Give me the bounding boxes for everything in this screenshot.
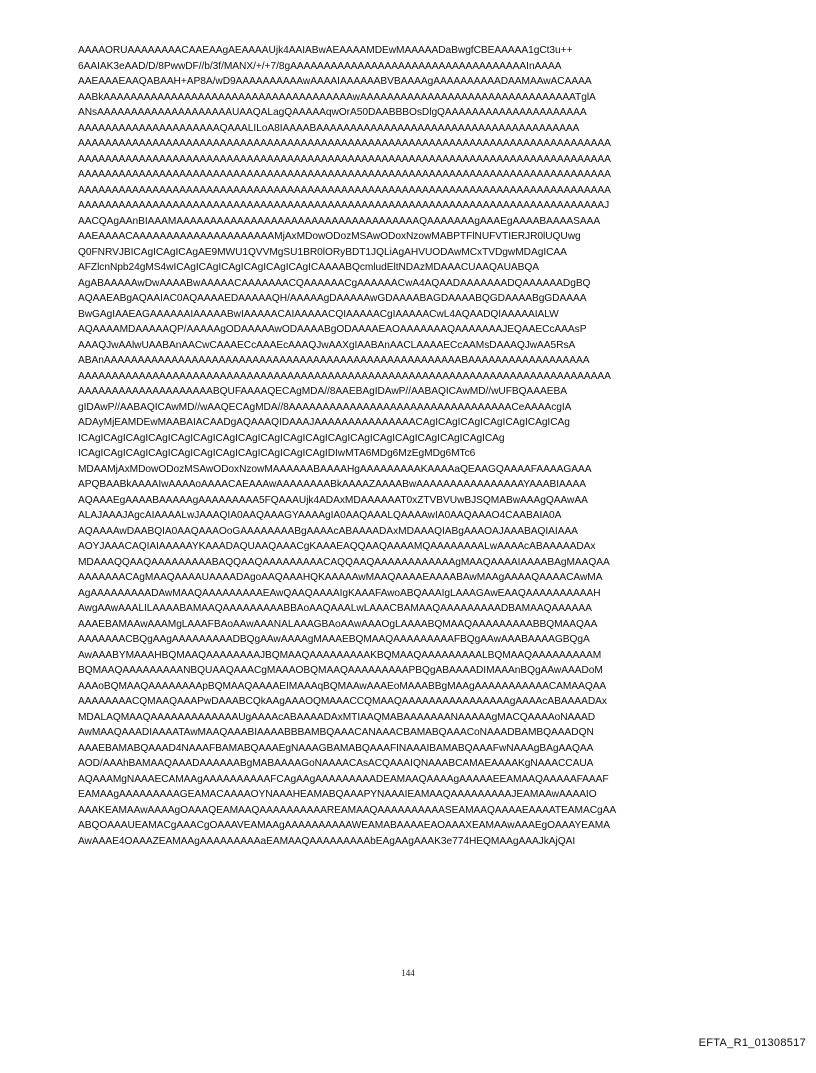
text-line: AgABAAAAAwDwAAAABwAAAAACAAAAAAACQAAAAAACgAAAAAACwA4AQAADAAAAAAADQAAAAAADgBQ — [78, 277, 591, 289]
text-line: AAAAAAAACQMAAQAAAPwDAAABCQkAAgAAAOQMAAACCQMAAQAAAAAAAAAAAAAAAAgAAAAcABAAAADAx — [78, 696, 607, 707]
text-line: AAAEBAMAAwAAAMgLAAAFBAoAAwAAANALAAAGBAoAAwAAAOgLAAAABQMAAQAAAAAAAAABBQMAAQAA — [78, 618, 598, 630]
text-line: AgAAAAAAAAADAwMAAQAAAAAAAAAEAwQAAQAAAAIgKAAAFAwoABQAAAIgLAAAGAwEAAQAAAAAAAAAAH — [78, 587, 601, 599]
text-line: AAAAAAAAAAAAAAAAAAAABQUFAAAAQECAgMDA//8AAEBAgIDAwP//AABAQICAwMD//wUFBQAAAEBA — [78, 386, 567, 397]
text-line: 6AAIAK3eAAD/D/8PwwDF//b/3f/MANX/+/+7/8gAAAAAAAAAAAAAAAAAAAAAAAAAAAAAAAAAAAInAAAA — [78, 60, 562, 72]
text-line: AAEAAAEAAQABAAH+AP8A/wD9AAAAAAAAAAwAAAAIAAAAAABVBAAAAgAAAAAAAAAADAAMAAwACAAAA — [78, 76, 592, 87]
text-line: AQAAAMgNAAAECAMAAgAAAAAAAAAAFCAgAAgAAAAAAAAADEAMAAQAAAAgAAAAAEEAMAAQAAAAAFAAAF — [78, 773, 609, 785]
text-line: AwMAAQAAADIAAAATAwMAAQAAABIAAAABBBAMBQAAACANAAACBAMABQAAACoNAAADBAMBQAAADQN — [78, 727, 594, 738]
text-line: EAMAAgAAAAAAAAAGEAMACAAAAOYNAAAHEAMABQAAAPYNAAAIEAMAAQAAAAAAAAAJEAMAAwAAAAIO — [78, 789, 597, 800]
text-line: AAAAAAAAAAAAAAAAAAAAAAAAAAAAAAAAAAAAAAAAAAAAAAAAAAAAAAAAAAAAAAAAAAAAAAAAAAAAAAA — [78, 184, 611, 196]
encoded-text-block — [78, 43, 738, 849]
text-line: AOD/AAAhBAMAAQAAADAAAAAABgMABAAAAGoNAAAACAsACQAAAIQNAAABCAMAEAAAAKgNAAACCAUA — [78, 758, 594, 769]
text-line: ABAnAAAAAAAAAAAAAAAAAAAAAAAAAAAAAAAAAAAAAAAAAAAAAAAAAAAAABAAAAAAAAAAAAAAAAAA — [78, 355, 590, 366]
text-line: AFZlcnNpb24gMS4wICAgICAgICAgICAgICAgICAgICAAAABQcmludEltNDAzMDAAACUAAQAUABQA — [78, 262, 540, 273]
text-line: AAAAAAAAAAAAAAAAAAAAAQAAALILoA8IAAAABAAAAAAAAAAAAAAAAAAAAAAAAAAAAAAAAAAAAAAA — [78, 122, 580, 134]
text-line: ICAgICAgICAgICAgICAgICAgICAgICAgICAgICAgICAgIDIwMTA6MDg6MzEgMDg6MTc6 — [78, 448, 476, 459]
text-line: BQMAAQAAAAAAAAANBQUAAQAAACgMAAAOBQMAAQAAAAAAAAAPBQgABAAAADIMAAAnBQgAAwAAADoM — [78, 665, 603, 676]
text-line: MDALAQMAAQAAAAAAAAAAAAAUgAAAAcABAAAADAxMTIAAQMABAAAAAAANAAAAAgMACQAAAAoNAAAD — [78, 711, 596, 723]
text-line: AAAAAAACAgMAAQAAAAUAAAADAgoAAQAAAHQKAAAAAwMAAQAAAAEAAAABAwMAAgAAAAQAAAACAwMA — [78, 572, 603, 583]
text-line: AABkAAAAAAAAAAAAAAAAAAAAAAAAAAAAAAAAAAAAAwAAAAAAAAAAAAAAAAAAAAAAAAAAAAAAAATglA — [78, 91, 596, 103]
text-line: ABQOAAAUEAMACgAAACgOAAAVEAMAAgAAAAAAAAAAWEAMABAAAAEAOAAAXEAMAAwAAAEgOAAAYEAMA — [78, 820, 610, 831]
text-line: BwGAgIAAEAGAAAAAAIAAAAABwIAAAAACAIAAAAACQIAAAAACgIAAAAACwL4AQAADQIAAAAAIALW — [78, 308, 559, 320]
text-line: AQAAAAwDAABQIA0AAQAAAOoGAAAAAAAABgAAAAcABAAAADAxMDAAAQIABgAAAOAJAAABAQIAIAAA — [78, 525, 578, 537]
text-line: AACQAgAAnBIAAAMAAAAAAAAAAAAAAAAAAAAAAAAAAAAAAAAAAAAQAAAAAAAgAAAEgAAAABAAAASAAA — [78, 215, 601, 227]
text-line: AAAAAAAAAAAAAAAAAAAAAAAAAAAAAAAAAAAAAAAAAAAAAAAAAAAAAAAAAAAAAAAAAAAAAAAAAAAAAAJ — [78, 200, 610, 211]
text-line: MDAAMjAxMDowODozMSAwODoxNzowMAAAAAABAAAAHgAAAAAAAAAKAAAAaQEAAGQAAAAFAAAAGAAA — [78, 463, 592, 475]
text-line: gIDAwP//AABAQICAwMD//wAAQECAgMDA//8AAAAAAAAAAAAAAAAAAAAAAAAAAAAAAAAACeAAAAcgIA — [78, 401, 572, 413]
text-line: AwgAAwAAALILAAAABAMAAQAAAAAAAAABBAoAAQAAALwLAAACBAMAAQAAAAAAAAADBAMAAQAAAAAA — [78, 603, 592, 614]
text-line: AQAAAAMDAAAAAQP/AAAAAgODAAAAAwODAAAABgODAAAAEAOAAAAAAAQAAAAAAAJEQAAECcAAAsP — [78, 324, 587, 335]
page-number: 144 — [401, 968, 415, 978]
text-line: ANsAAAAAAAAAAAAAAAAAAAAUAAQALagQAAAAAqwOrA50DAABBBOsDlgQAAAAAAAAAAAAAAAAAAAAA — [78, 107, 587, 118]
text-line: AAAAAAAAAAAAAAAAAAAAAAAAAAAAAAAAAAAAAAAAAAAAAAAAAAAAAAAAAAAAAAAAAAAAAAAAAAAAAAA — [78, 169, 611, 180]
text-line: AAAQJwAAlwUAABAnAACwCAAAECcAAAEcAAAQJwAAXgIAABAnAACLAAAAECcAAMsDAAAQJwAA5RsA — [78, 339, 576, 351]
text-line: AAAEBAMABQAAAD4NAAAFBAMABQAAAEgNAAAGBAMABQAAAFINAAAIBAMABQAAAFwNAAAgBAgAAQAA — [78, 742, 594, 754]
text-line: AwAAAE4OAAAZEAMAAgAAAAAAAAAaEAMAAQAAAAAAAAAbEAgAAgAAAK3e774HEQMAAgAAAJkAjQAI — [78, 835, 576, 847]
text-line: ADAyMjEAMDEwMAABAIACAADgAQAAAQIDAAAJAAAAAAAAAAAAAAACAgICAgICAgICAgICAgICAgICAg — [78, 417, 570, 428]
text-line: AAAAAAACBQgAAgAAAAAAAAADBQgAAwAAAAgMAAAEBQMAAQAAAAAAAAAFBQgAAwAAABAAAAGBQgA — [78, 634, 590, 645]
text-line: AAAKEAMAAwAAAAgOAAAQEAMAAQAAAAAAAAAAREAMAAQAAAAAAAAAASEAMAAQAAAAEAAAATEAMACgAA — [78, 804, 617, 816]
text-line: AAAAAAAAAAAAAAAAAAAAAAAAAAAAAAAAAAAAAAAAAAAAAAAAAAAAAAAAAAAAAAAAAAAAAAAAAAAAAAA — [78, 138, 611, 149]
text-line: ALAJAAAJAgcAIAAAALwJAAAQIA0AAQAAAGYAAAAgIA0AAQAAALQAAAAwIA0AAQAAAO4CAABAIA0A — [78, 510, 562, 521]
text-line: AAAAAAAAAAAAAAAAAAAAAAAAAAAAAAAAAAAAAAAAAAAAAAAAAAAAAAAAAAAAAAAAAAAAAAAAAAAAAAA — [78, 153, 611, 165]
text-line: AAAAAAAAAAAAAAAAAAAAAAAAAAAAAAAAAAAAAAAAAAAAAAAAAAAAAAAAAAAAAAAAAAAAAAAAAAAAAAA — [78, 370, 611, 382]
text-line: MDAAAQQAAQAAAAAAAAABAQQAAQAAAAAAAAACAQQAAQAAAAAAAAAAAAgMAAQAAAAIAAAABAgMAAQAA — [78, 556, 610, 568]
text-line: Q0FNRVJBICAgICAgICAgAE9MWU1QVVMgSU1BR0lORyBDT1JQLiAgAHVUODAwMCxTVDgwMDAgICAA — [78, 246, 567, 258]
text-line: ICAgICAgICAgICAgICAgICAgICAgICAgICAgICAgICAgICAgICAgICAgICAgICAgICAgICAgICAg — [78, 432, 505, 444]
text-line: AOYJAAACAQIAIAAAAAYKAAADAQUAAQAAACgKAAAEAQQAAQAAAAMQAAAAAAAALwAAAAcABAAAAADAx — [78, 541, 596, 552]
text-line: AQAAEABgAQAAIAC0AQAAAAEDAAAAAQH/AAAAAgDAAAAAwGDAAAABAGDAAAABQGDAAAABgGDAAAA — [78, 293, 587, 304]
text-line: AwAAABYMAAAHBQMAAQAAAAAAAAJBQMAAQAAAAAAAAAKBQMAAQAAAAAAAAALBQMAAQAAAAAAAAAM — [78, 649, 602, 661]
text-line: AAAAORUAAAAAAAACAAEAAgAEAAAAUjk4AAIABwAEAAAAMDEwMAAAAADaBwgfCBEAAAAA1gCt3u++ — [78, 45, 573, 56]
text-line: AQAAAEgAAAABAAAAAgAAAAAAAAA5FQAAAUjk4ADAxMDAAAAAAT0xZTVBVUwBJSQMABwAAAgQAAwAA — [78, 494, 588, 506]
text-line: APQBAABkAAAAIwAAAAoAAAACAEAAAwAAAAAAAABkAAAAZAAAABwAAAAAAAAAAAAAAAAYAAABIAAAA — [78, 479, 587, 490]
document-id: EFTA_R1_01308517 — [698, 1037, 806, 1049]
text-line: AAEAAAACAAAAAAAAAAAAAAAAAAAAAMjAxMDowODozMSAwODoxNzowMABPTFlNUFVTIERJR0lUQUwg — [78, 231, 581, 242]
text-line: AAAoBQMAAQAAAAAAAApBQMAAQAAAAEIMAAAqBQMAAwAAAEoMAAABBgMAAgAAAAAAAAAAACAMAAQAA — [78, 680, 607, 692]
